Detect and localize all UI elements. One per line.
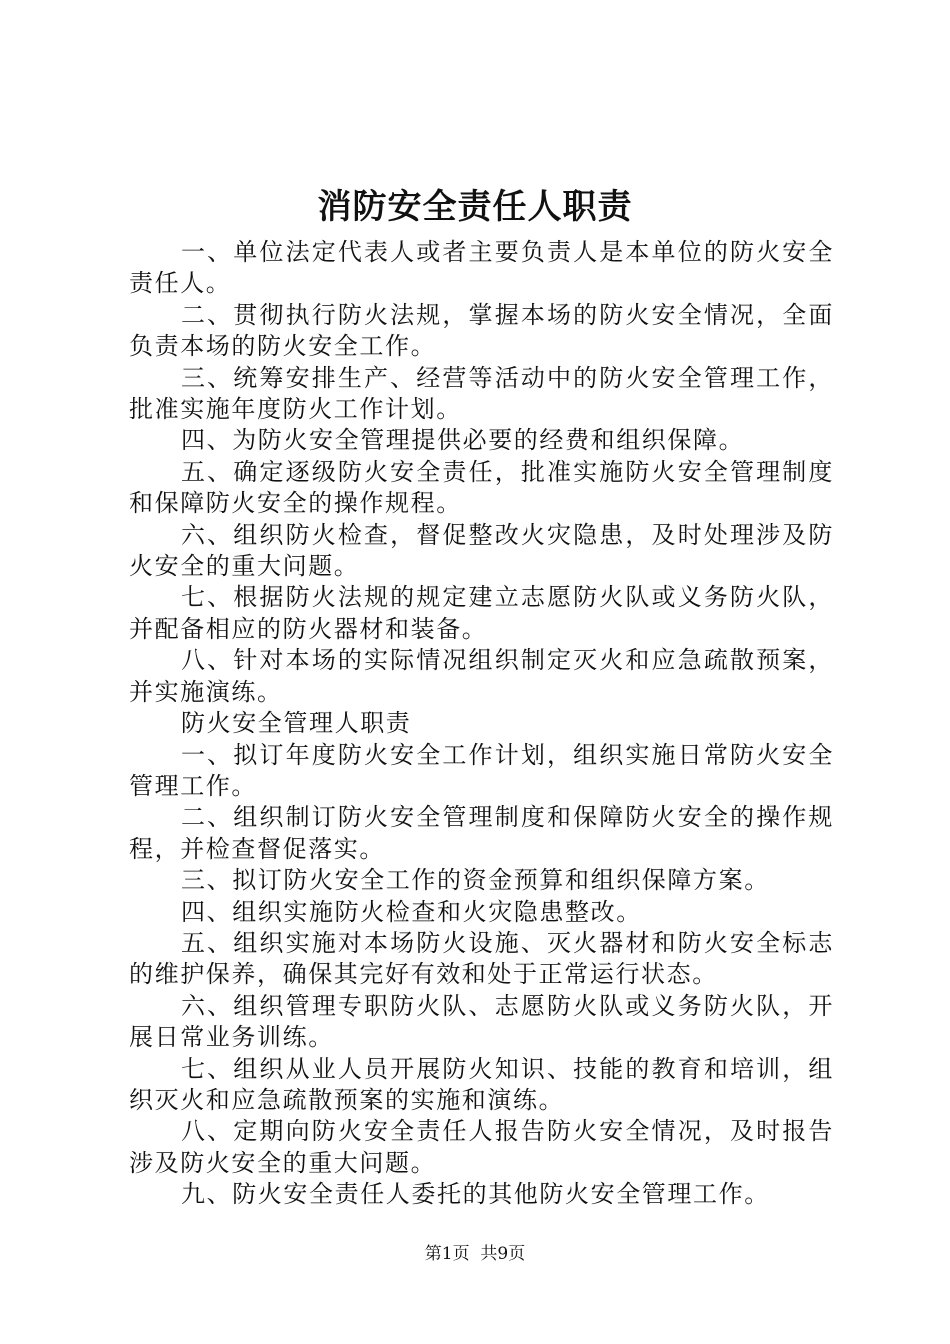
paragraph: 五、确定逐级防火安全责任，批准实施防火安全管理制度和保障防火安全的操作规程。	[129, 457, 834, 518]
paragraph: 三、拟订防火安全工作的资金预算和组织保障方案。	[181, 866, 770, 895]
document-body	[129, 237, 834, 1211]
paragraph: 八、针对本场的实际情况组织制定灭火和应急疏散预案，并实施演练。	[129, 646, 834, 706]
paragraph: 九、防火安全责任人委托的其他防火安全管理工作。	[181, 1180, 770, 1209]
document-title: 消防安全责任人职责	[317, 187, 633, 227]
paragraph: 六、组织管理专职防火队、志愿防火队或义务防火队，开展日常业务训练。	[129, 991, 834, 1052]
paragraph: 二、组织制订防火安全管理制度和保障防火安全的操作规程，并检查督促落实。	[129, 803, 834, 863]
paragraph: 六、组织防火检查，督促整改火灾隐患，及时处理涉及防火安全的重大问题。	[129, 520, 834, 581]
paragraph: 七、组织从业人员开展防火知识、技能的教育和培训，组织灭火和应急疏散预案的实施和演练。	[129, 1054, 834, 1114]
page-footer	[0, 1242, 950, 1266]
paragraph: 一、拟订年度防火安全工作计划，组织实施日常防火安全管理工作。	[129, 740, 834, 800]
paragraph: 八、定期向防火安全责任人报告防火安全情况，及时报告涉及防火安全的重大问题。	[129, 1117, 834, 1177]
page-total: 共9页	[480, 1244, 526, 1264]
paragraph: 一、单位法定代表人或者主要负责人是本单位的防火安全责任人。	[129, 238, 834, 298]
paragraph: 四、组织实施防火检查和火灾隐患整改。	[181, 897, 642, 926]
paragraph: 四、为防火安全管理提供必要的经费和组织保障。	[181, 426, 745, 455]
paragraph: 三、统筹安排生产、经营等活动中的防火安全管理工作，批准实施年度防火工作计划。	[129, 363, 834, 424]
paragraph: 二、贯彻执行防火法规，掌握本场的防火安全情况，全面负责本场的防火安全工作。	[129, 300, 834, 361]
page-number: 第1页	[424, 1244, 470, 1264]
paragraph: 七、根据防火法规的规定建立志愿防火队或义务防火队，并配备相应的防火器材和装备。	[129, 583, 834, 643]
section-heading: 防火安全管理人职责	[181, 709, 412, 738]
paragraph: 五、组织实施对本场防火设施、灭火器材和防火安全标志的维护保养，确保其完好有效和处于正常运行状态。	[129, 928, 834, 989]
